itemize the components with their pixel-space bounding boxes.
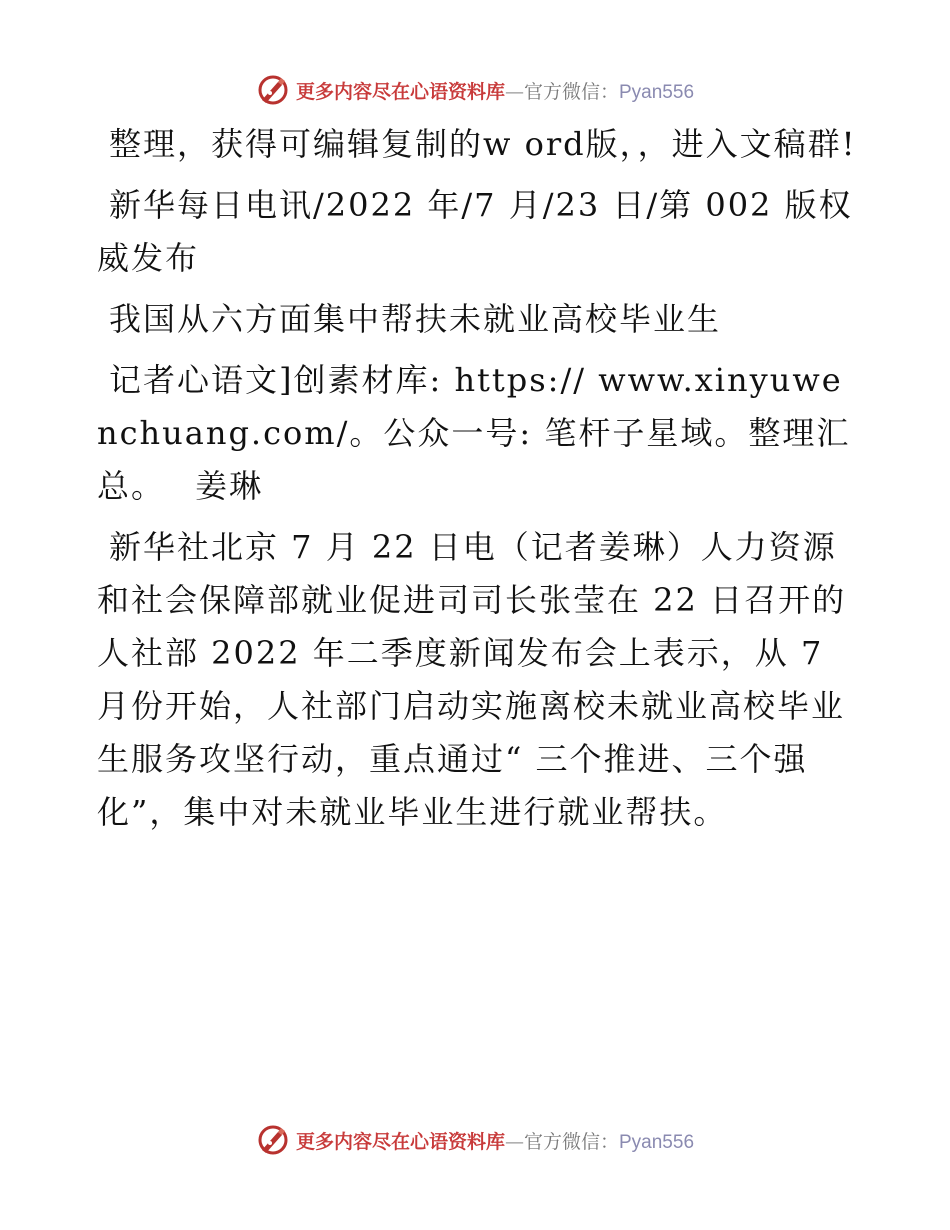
watermark-brand: 更多内容尽在心语资料库: [295, 80, 505, 103]
pen-logo-icon: [256, 1123, 290, 1157]
intro-paragraph: 整理，获得可编辑复制的w ord版，，进入文稿群!: [109, 125, 857, 163]
watermark-wechat-id: Pyan556: [619, 81, 695, 103]
pen-logo-icon: [256, 73, 290, 107]
watermark-text: [296, 77, 694, 104]
watermark-separator: —: [504, 1130, 524, 1153]
document-body: [97, 118, 857, 847]
article-title: 我国从六方面集中帮扶未就业高校毕业生: [109, 300, 722, 338]
watermark-brand: 更多内容尽在心语资料库: [295, 1130, 505, 1153]
body-paragraph: 新华社北京 7 月 22 日电（记者姜琳）人力资源和社会保障部就业促进司司长张莹在 22 日召开的人社部 2022 年二季度新闻发布会上表示，从 7 月份开始，人社部门启动实施离校未就业高校毕业生服务攻坚行动，重点通过“ 三个推进、三个强化”，集中对未就业毕业生进行就业帮扶。: [97, 528, 847, 831]
byline-paragraph: 记者心语文]创素材库: https:// www.xinyuwenchuang.com/。公众一号: 笔杆子星域。整理汇总。 姜琳: [97, 361, 851, 505]
footer-watermark: [0, 1120, 950, 1160]
watermark-text: [296, 1127, 694, 1154]
source-line: 新华每日电讯/2022 年/7 月/23 日/第 002 版权威发布: [97, 186, 853, 277]
header-watermark: [0, 70, 950, 110]
watermark-wechat-label: 官方微信：: [523, 80, 619, 103]
watermark-wechat-id: Pyan556: [619, 1131, 695, 1153]
watermark-separator: —: [504, 80, 524, 103]
watermark-wechat-label: 官方微信：: [523, 1130, 619, 1153]
